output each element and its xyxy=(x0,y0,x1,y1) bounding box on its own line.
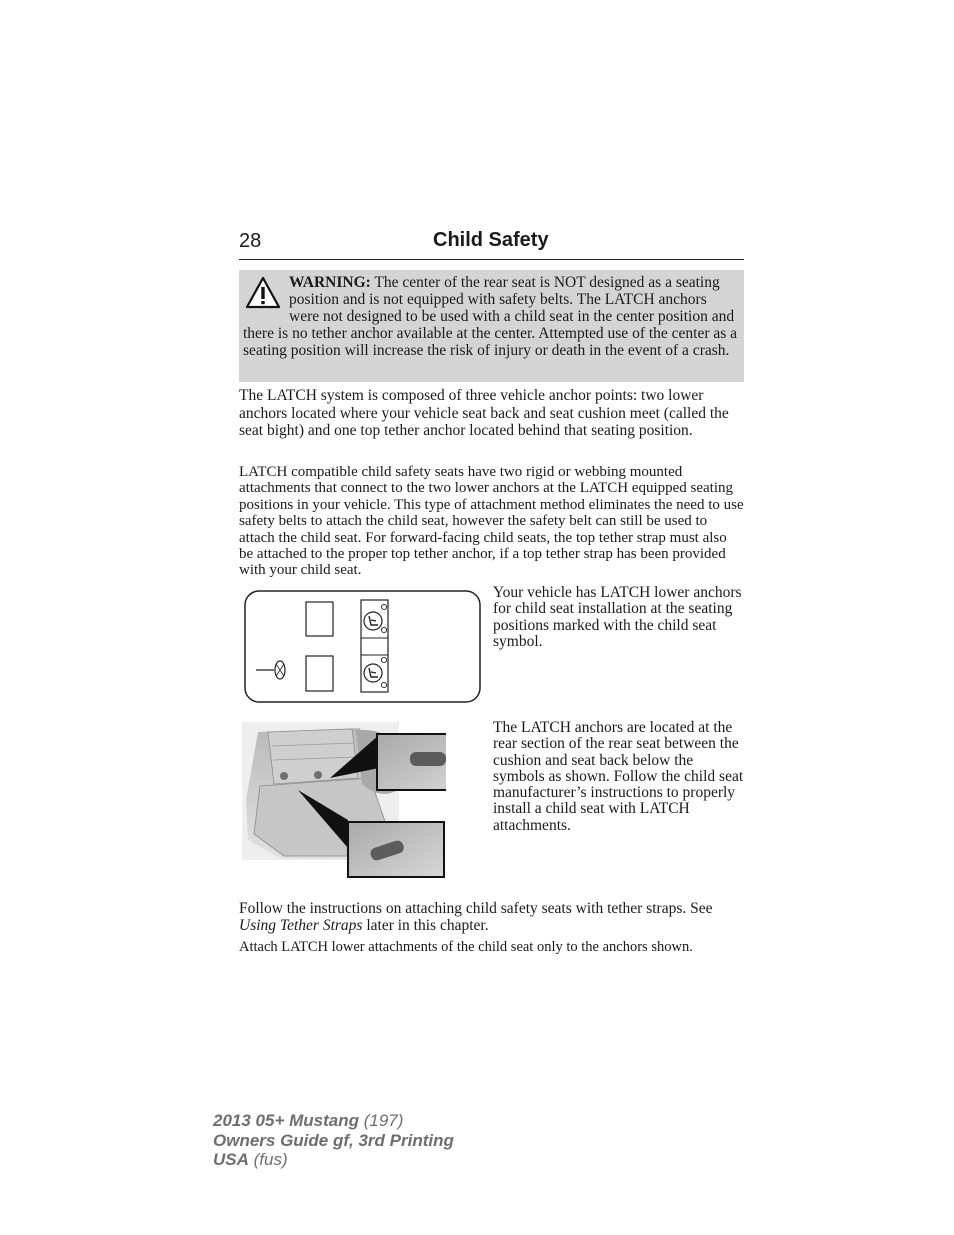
tether-text-start: Follow the instructions on attaching child safety seats with tether straps. See xyxy=(239,900,713,917)
attach-latch-note: Attach LATCH lower attachments of the child seat only to the anchors shown. xyxy=(239,939,693,955)
tether-text-end: later in this chapter. xyxy=(362,917,489,934)
footer-region-code: (fus) xyxy=(248,1150,288,1169)
child-seat-symbol-icon xyxy=(364,664,382,682)
footer-guide: Owners Guide gf, 3rd Printing xyxy=(213,1130,454,1150)
latch-anchor-location-paragraph: The LATCH anchors are located at the rear section of the rear seat between the cushion and seat back below the symbols as shown. Follow the child seat manufacturer’s instructions to properly install a child seat with LATCH attachments. xyxy=(493,719,744,834)
warning-triangle-icon xyxy=(245,276,281,310)
warning-text: The center of the rear seat is NOT designed as a seating position and is not equipped with safety belts. The LATCH anchors were not designed to be used with a child seat in the center position and there is no tether anchor available at the center. Attempted use of the center as a seating position will increase the risk of injury or death in the event of a crash. xyxy=(243,274,738,359)
footer-region: USA xyxy=(213,1150,249,1169)
footer-model: 2013 05+ Mustang xyxy=(213,1111,359,1130)
tether-instructions-paragraph xyxy=(239,900,744,934)
latch-intro-paragraph: The LATCH system is composed of three vehicle anchor points: two lower anchors located where your vehicle seat back and seat cushion meet (called the seat bight) and one top tether anchor located behind that seating position. xyxy=(239,387,729,440)
latch-anchor-location-illustration xyxy=(240,720,446,878)
page-footer xyxy=(213,1111,454,1170)
footer-line-3 xyxy=(213,1150,454,1170)
section-title: Child Safety xyxy=(433,229,549,251)
warning-label: WARNING: xyxy=(289,274,371,291)
footer-line-1 xyxy=(213,1111,454,1131)
child-seat-symbol-icon xyxy=(364,612,382,630)
footer-model-code: (197) xyxy=(359,1111,404,1130)
warning-box xyxy=(239,270,744,382)
page-number: 28 xyxy=(239,230,262,252)
page-header xyxy=(239,229,744,260)
using-tether-straps-reference: Using Tether Straps xyxy=(239,917,363,934)
latch-symbol-paragraph: Your vehicle has LATCH lower anchors for child seat installation at the seating positions marked with the child seat symbol. xyxy=(493,584,742,650)
latch-compatible-paragraph: LATCH compatible child safety seats have two rigid or webbing mounted attachments that connect to the two lower anchors at the LATCH equipped seating positions in your vehicle. This type of attachment method eliminates the need to use safety belts to attach the child seat, however the safety belt can still be used to attach the child seat. For forward-facing child seats, the top tether strap must also be attached to the proper top tether anchor, if a top tether strap has been provided with your child seat. xyxy=(239,464,744,579)
footer-line-2 xyxy=(213,1131,454,1151)
latch-seat-diagram xyxy=(244,590,481,703)
